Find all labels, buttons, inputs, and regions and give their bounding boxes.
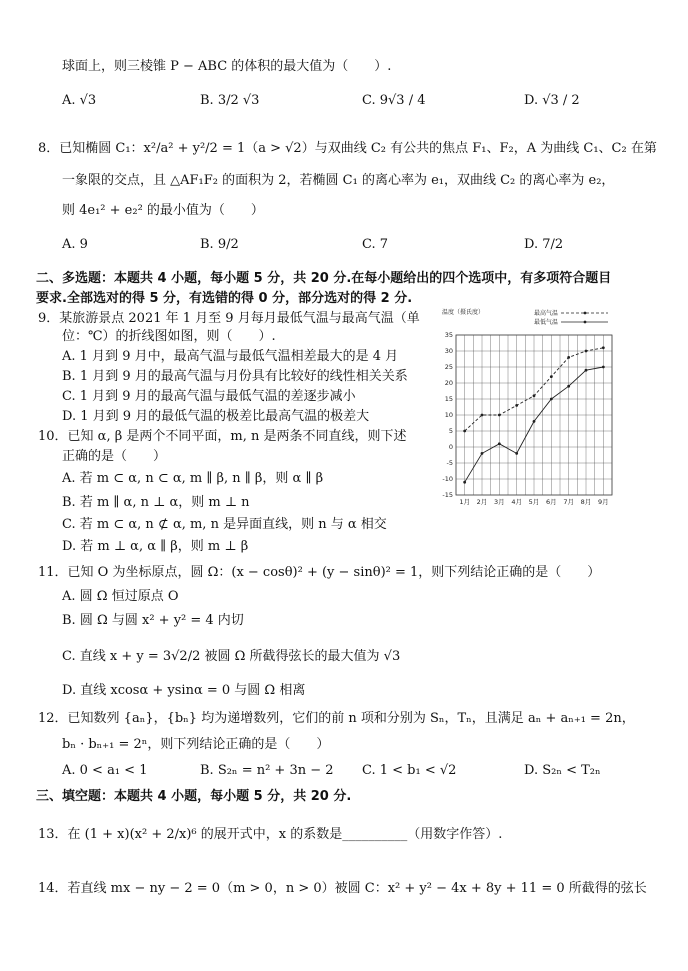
q11-option-b: B. 圆 Ω 与圆 x² + y² = 4 内切	[62, 613, 244, 628]
q9-line2: 位：℃）的折线图如图，则（ ）.	[62, 329, 276, 344]
q7-option-b: B. 3/2 √3	[200, 93, 260, 108]
chart-legend-marker	[584, 321, 587, 324]
q8-line2: 一象限的交点，且 △AF₁F₂ 的面积为 2，若椭圆 C₁ 的离心率为 e₁，双曲线 C₂ 的离心率为 e₂，	[62, 173, 615, 188]
q10-option-c: C. 若 m ⊂ α, n ⊄ α, m, n 是异面直线，则 n 与 α 相交	[62, 517, 387, 532]
chart-point-1	[602, 366, 605, 369]
q12-option-c: C. 1 < b₁ < √2	[362, 763, 457, 778]
q7-option-c: C. 9√3 / 4	[362, 93, 426, 108]
chart-ytick-label: 20	[444, 379, 453, 387]
chart-xtick-label: 9月	[598, 498, 609, 506]
chart-point-1	[463, 481, 466, 484]
chart-point-1	[533, 420, 536, 423]
chart-point-1	[515, 452, 518, 455]
q7-option-d: D. √3 / 2	[524, 93, 580, 108]
chart-ylabel: 温度（摄氏度）	[442, 309, 485, 316]
q9-option-d: D. 1 月到 9 月的最低气温的极差比最高气温的极差大	[62, 409, 370, 424]
chart-point-1	[481, 452, 484, 455]
chart-ytick-label: 35	[444, 331, 453, 339]
temperature-line-chart	[430, 305, 620, 510]
section2-heading-line2: 要求.全部选对的得 5 分，有选错的得 0 分，部分选对的得 2 分.	[36, 291, 413, 306]
chart-point-0	[533, 394, 536, 397]
q13-line1: 13．在 (1 + x)(x² + 2/x)⁶ 的展开式中，x 的系数是__________（用数字作答）.	[38, 827, 503, 842]
chart-xtick-label: 4月	[511, 498, 522, 506]
q10-line1: 10．已知 α, β 是两个不同平面，m, n 是两条不同直线，则下述	[38, 429, 407, 444]
chart-point-1	[498, 442, 501, 445]
chart-point-0	[515, 404, 518, 407]
q12-option-d: D. S₂ₙ < T₂ₙ	[524, 763, 601, 778]
chart-point-1	[567, 385, 570, 388]
q8-option-b: B. 9/2	[200, 237, 239, 252]
chart-ytick-label: 30	[444, 347, 453, 355]
chart-legend-label: 最低气温	[533, 319, 558, 326]
chart-legend-marker	[584, 312, 587, 315]
q8-line1: 8．已知椭圆 C₁：x²/a² + y²/2 = 1（a > √2）与双曲线 C₂ 有公共的焦点 F₁、F₂，A 为曲线 C₁、C₂ 在第	[38, 141, 657, 156]
q9-option-c: C. 1 月到 9 月的最高气温与最低气温的差逐步减小	[62, 389, 356, 404]
q14-line1: 14．若直线 mx − ny − 2 = 0（m > 0，n > 0）被圆 C：x² + y² − 4x + 8y + 11 = 0 所截得的弦长	[38, 881, 647, 896]
chart-ytick-label: 25	[444, 363, 453, 371]
q11-option-a: A. 圆 Ω 恒过原点 O	[62, 589, 179, 604]
chart-xtick-label: 6月	[546, 498, 557, 506]
q10-line2: 正确的是（ ）	[62, 449, 167, 464]
chart-ytick-label: -15	[442, 491, 453, 499]
chart-point-0	[481, 414, 484, 417]
q9-option-b: B. 1 月到 9 月的最高气温与月份具有比较好的线性相关关系	[62, 369, 408, 384]
q7-line1: 球面上，则三棱锥 P − ABC 的体积的最大值为（ ）.	[62, 59, 392, 74]
q9-line1: 9．某旅游景点 2021 年 1 月至 9 月每月最低气温与最高气温（单	[38, 311, 420, 326]
q12-line2: bₙ · bₙ₊₁ = 2ⁿ，则下列结论正确的是（ ）	[62, 737, 330, 752]
chart-xtick-label: 1月	[459, 498, 470, 506]
chart-xtick-label: 5月	[528, 498, 540, 506]
chart-point-0	[585, 350, 588, 353]
chart-point-1	[550, 398, 553, 401]
chart-xtick-label: 8月	[580, 498, 592, 506]
q9-option-a: A. 1 月到 9 月中，最高气温与最低气温相差最大的是 4 月	[62, 349, 399, 364]
section3-heading: 三、填空题：本题共 4 小题，每小题 5 分，共 20 分.	[36, 789, 352, 804]
chart-point-0	[550, 375, 553, 378]
q8-option-d: D. 7/2	[524, 237, 564, 252]
q10-option-d: D. 若 m ⊥ α, α ∥ β，则 m ⊥ β	[62, 539, 249, 554]
q8-option-a: A. 9	[62, 237, 88, 252]
chart-point-1	[585, 369, 588, 372]
chart-xtick-label: 2月	[476, 498, 488, 506]
q11-option-c: C. 直线 x + y = 3√2/2 被圆 Ω 所截得弦长的最大值为 √3	[62, 649, 401, 664]
chart-xtick-label: 7月	[563, 498, 574, 506]
chart-point-0	[498, 414, 501, 417]
chart-xtick-label: 3月	[494, 498, 505, 506]
chart-ytick-label: -10	[442, 475, 453, 483]
chart-point-0	[463, 430, 466, 433]
q11-line1: 11．已知 O 为坐标原点，圆 Ω：(x − cosθ)² + (y − sinθ)² = 1，则下列结论正确的是（ ）	[38, 565, 601, 580]
q7-option-a: A. √3	[62, 93, 97, 108]
q8-line3: 则 4e₁² + e₂² 的最小值为（ ）	[62, 203, 264, 218]
chart-legend-label: 最高气温	[533, 310, 558, 317]
q12-option-b: B. S₂ₙ = n² + 3n − 2	[200, 763, 334, 778]
q11-option-d: D. 直线 xcosα + ysinα = 0 与圆 Ω 相离	[62, 683, 306, 698]
q12-line1: 12．已知数列 {aₙ}，{bₙ} 均为递增数列，它们的前 n 项和分别为 Sₙ，Tₙ，且满足 aₙ + aₙ₊₁ = 2n，	[38, 711, 635, 726]
chart-ytick-label: 0	[448, 443, 453, 451]
chart-point-0	[602, 346, 605, 349]
chart-ytick-label: 10	[444, 411, 453, 419]
chart-ytick-label: 5	[448, 427, 453, 435]
q10-option-b: B. 若 m ∥ α, n ⊥ α，则 m ⊥ n	[62, 495, 250, 510]
q8-option-c: C. 7	[362, 237, 389, 252]
q10-option-a: A. 若 m ⊂ α, n ⊂ α, m ∥ β, n ∥ β，则 α ∥ β	[62, 471, 324, 486]
chart-ytick-label: 15	[444, 395, 453, 403]
q12-option-a: A. 0 < a₁ < 1	[62, 763, 148, 778]
chart-ytick-label: -5	[446, 459, 453, 467]
section2-heading-line1: 二、多选题：本题共 4 小题，每小题 5 分，共 20 分.在每小题给出的四个选项中，有多项符合题目	[36, 271, 612, 286]
chart-point-0	[567, 356, 570, 359]
